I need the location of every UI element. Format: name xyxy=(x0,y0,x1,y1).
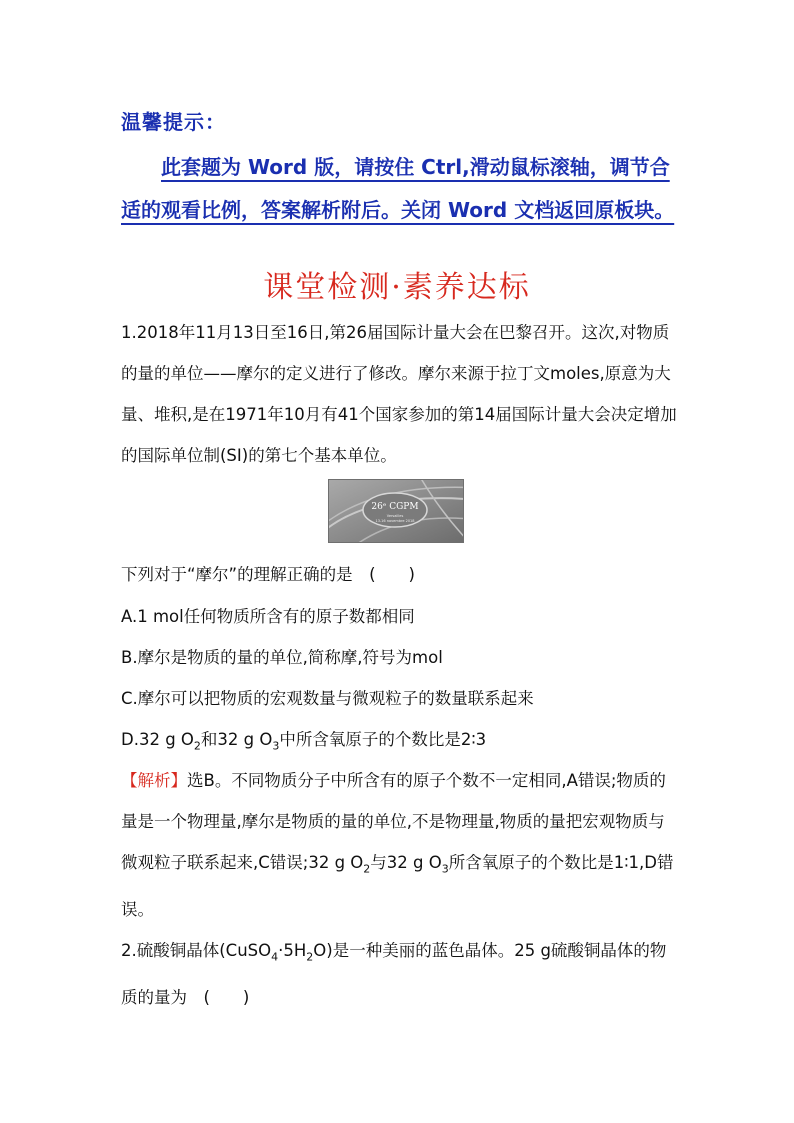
analysis-block: 【解析】选B。不同物质分子中所含有的原子个数不一定相同,A错误;物质的量是一个物理量,摩尔是物质的量的单位,不是物理量,物质的量把宏观物质与微观粒子联系起来,C错误;32 g $O_2$与32 g $O_3$所含氧原子的个数比是1∶1,D错误。 xyxy=(121,771,674,920)
question-1-text: 1.2018年11月13日至16日,第26届国际计量大会在巴黎召开。这次,对物质的量的单位——摩尔的定义进行了修改。摩尔来源于拉丁文moles,原意为大量、堆积,是在1971年10月有41个国家参加的第14届国际计量大会决定增加的国际单位制(SI)的第七个基本单位。 xyxy=(121,323,677,465)
option-d: D.32 g $O_2$和32 g $O_3$中所含氧原子的个数比是2∶3 xyxy=(121,730,487,753)
option-a: A.1 mol任何物质所含有的原子数都相同 xyxy=(121,607,415,626)
cgpm-logo-image xyxy=(328,479,464,543)
analysis-tag: 【解析】 xyxy=(121,771,187,790)
tip-title: 温馨提示： xyxy=(121,110,226,134)
tip-body: 此套题为 Word 版，请按住 Ctrl,滑动鼠标滚轴，调节合适的观看比例，答案解析附后。关闭 Word 文档返回原板块。 xyxy=(121,155,675,222)
question-1-stem: 下列对于“摩尔”的理解正确的是 ( ) xyxy=(121,565,415,584)
logo-text: 26ᵉ CGPM xyxy=(371,502,419,512)
logo-subtext-1: Versailles xyxy=(386,514,404,518)
question-2-text: 2.硫酸铜晶体$(CuSO_4\cdot 5H_2O)$是一种美丽的蓝色晶体。25 g硫酸铜晶体的物质的量为 ( ) xyxy=(121,941,667,1008)
logo-subtext-2: 13-16 novembre 2018 xyxy=(375,519,415,523)
option-c: C.摩尔可以把物质的宏观数量与微观粒子的数量联系起来 xyxy=(121,689,534,708)
option-b: B.摩尔是物质的量的单位,简称摩,符号为mol xyxy=(121,648,443,667)
section-title: 课堂检测·素养达标 xyxy=(263,270,531,305)
